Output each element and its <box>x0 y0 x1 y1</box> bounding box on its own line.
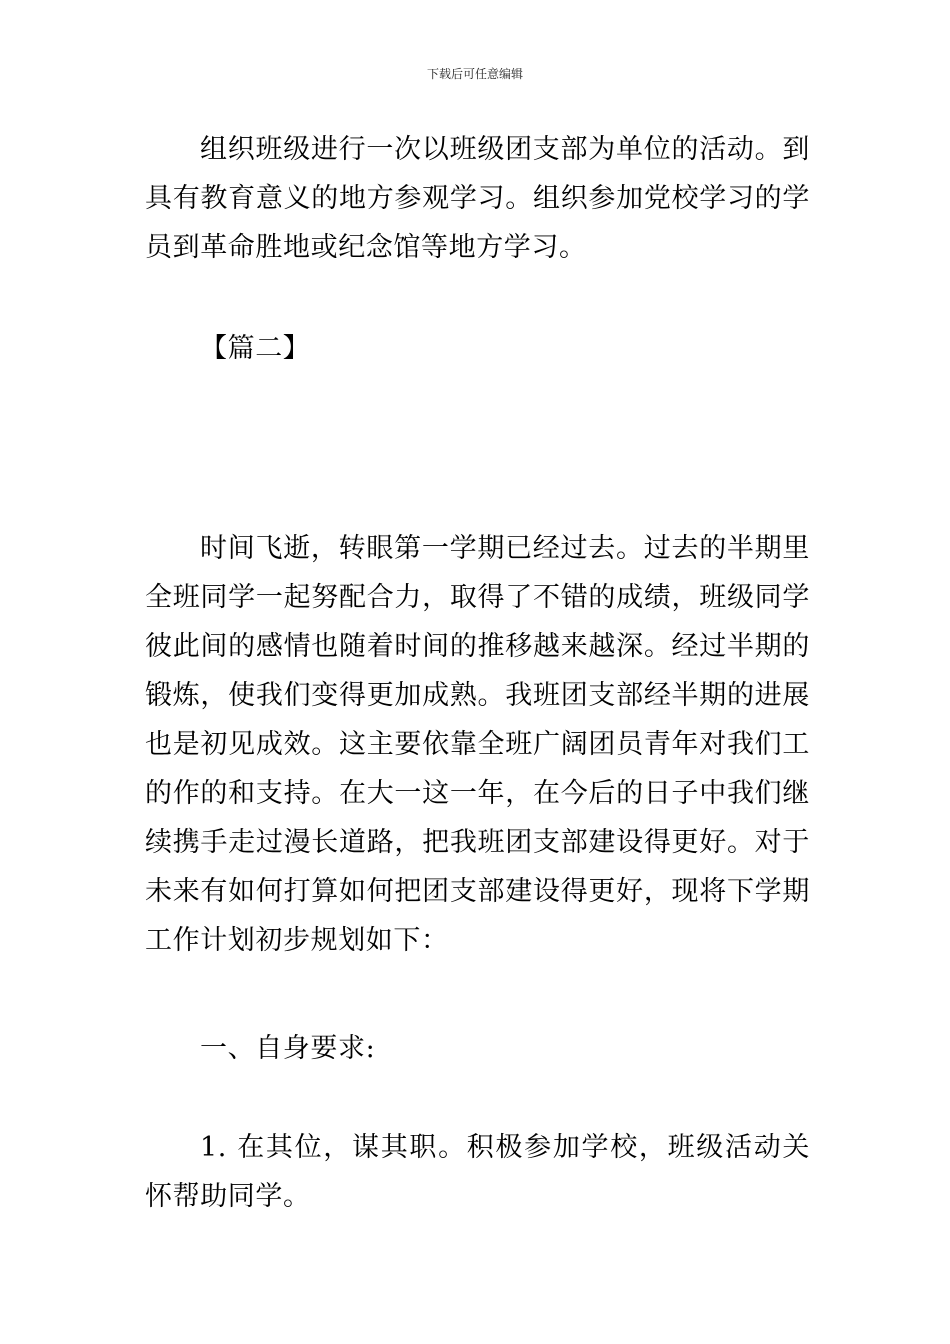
list-item-1: 1. 在其位，谋其职。积极参加学校，班级活动关怀帮助同学。 <box>145 1132 810 1212</box>
section-title-self-requirements: 一、自身要求: <box>200 1033 376 1064</box>
page-header: 下载后可任意编辑 <box>426 67 523 81</box>
paragraph-intro: 时间飞逝，转眼第一学期已经过去。过去的半期里全班同学一起努配合力，取得了不错的成绩，班级同学彼此间的感情也随着时间的推移越来越深。经过半期的锻炼，使我们变得更加成熟。我班团支部经半期的进展也是初见成效。这主要依靠全班广阔团员青年对我们工的作的和支持。在大一这一年，在今后的日子中我们继续携手走过漫长道路，把我班团支部建设得更好。对于未来有如何打算如何把团支部建设得更好，现将下学期工作计划初步规划如下： <box>145 533 810 956</box>
section-heading-part-two: 【篇二】 <box>200 333 311 364</box>
paragraph-activity: 组织班级进行一次以班级团支部为单位的活动。到具有教育意义的地方参观学习。组织参加党校学习的学员到革命胜地或纪念馆等地方学习。 <box>145 134 810 263</box>
